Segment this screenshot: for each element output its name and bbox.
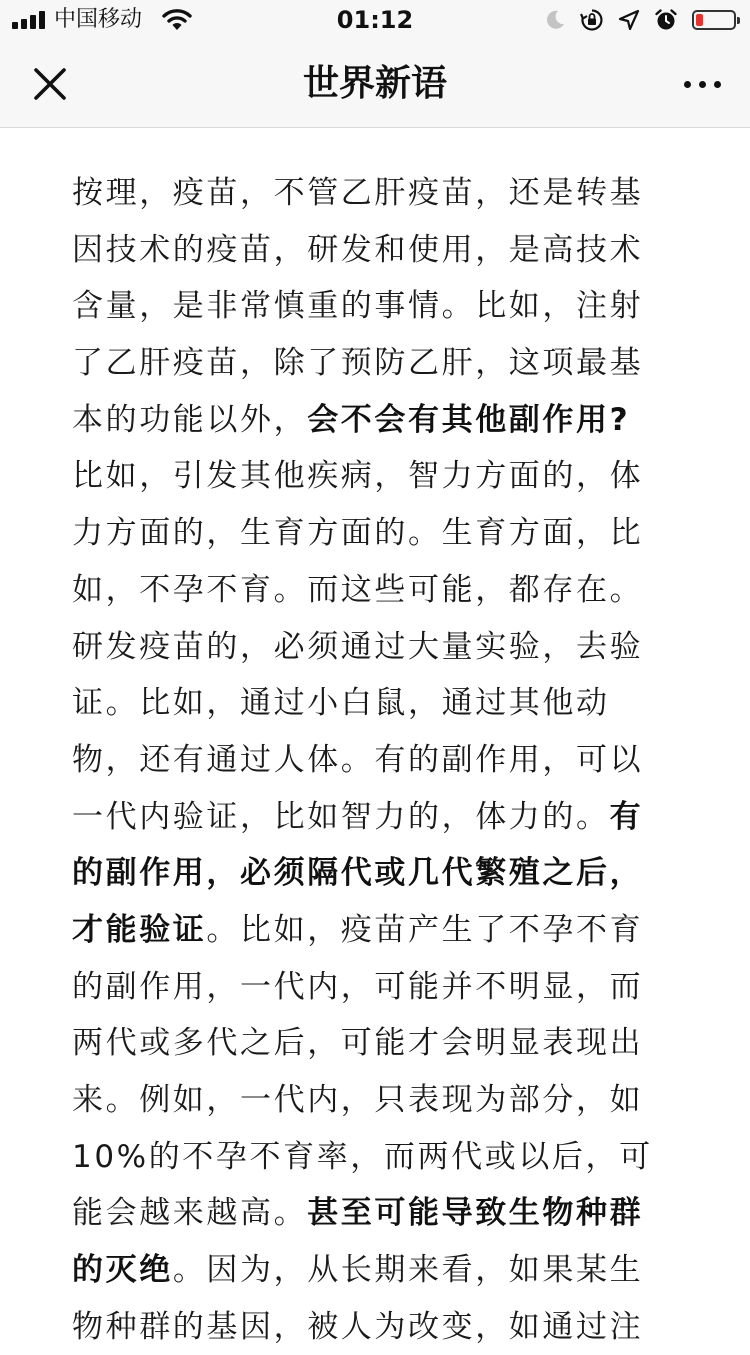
article-line — [72, 505, 664, 562]
text-run: 比如，引发其他疾病，智力方面的，体 — [72, 458, 644, 495]
article-line — [72, 1242, 664, 1299]
status-bar — [0, 0, 750, 40]
text-run: 一代内验证，比如智力的，体力的。 — [72, 798, 610, 835]
status-icons — [544, 8, 736, 32]
article-line — [72, 1072, 664, 1129]
location-icon — [618, 9, 640, 31]
moon-icon — [544, 9, 566, 31]
text-run: 因技术的疫苗，研发和使用，是高技术 — [72, 231, 644, 268]
article-line — [72, 222, 664, 279]
article-line — [72, 1185, 664, 1242]
battery-icon — [692, 10, 736, 30]
article-line — [72, 392, 664, 449]
text-run: 研发疫苗的，必须通过大量实验，去验 — [72, 628, 644, 665]
text-run: 10%的不孕不育率，而两代或以后，可 — [72, 1138, 653, 1175]
text-run: 含量，是非常慎重的事情。比如，注射 — [72, 288, 644, 325]
text-run: 。比如，疫苗产生了不孕不育 — [206, 911, 644, 948]
nav-bar — [0, 40, 750, 128]
alarm-icon — [654, 8, 678, 32]
article-body — [72, 165, 664, 1355]
article-line — [72, 675, 664, 732]
article-line — [72, 562, 664, 619]
article-line — [72, 1299, 664, 1355]
orientation-lock-icon — [580, 8, 604, 32]
more-button[interactable] — [672, 56, 732, 112]
article-line — [72, 1015, 664, 1072]
text-run: 本的功能以外， — [72, 401, 308, 438]
status-time: 01:12 — [336, 6, 414, 34]
more-icon — [684, 81, 691, 88]
article-line — [72, 335, 664, 392]
article-line — [72, 845, 664, 902]
text-run: 如，不孕不育。而这些可能，都存在。 — [72, 571, 644, 608]
text-run: 两代或多代之后，可能才会明显表现出 — [72, 1025, 644, 1062]
text-run: 物种群的基因，被人为改变，如通过注 — [72, 1308, 644, 1345]
article-line — [72, 902, 664, 959]
bold-text: 有 — [609, 798, 644, 835]
article-line — [72, 448, 664, 505]
text-run: 证。比如，通过小白鼠，通过其他动 — [72, 685, 610, 722]
article-line — [72, 278, 664, 335]
text-run: 。因为，从长期来看，如果某生 — [172, 1252, 644, 1289]
bold-text: 的灭绝 — [72, 1252, 173, 1289]
bold-text: 才能验证 — [72, 911, 207, 948]
bold-text: 甚至可能导致生物种群 — [307, 1195, 644, 1232]
text-run: 力方面的，生育方面的。生育方面，比 — [72, 515, 644, 552]
bold-text: 的副作用，必须隔代或几代繁殖之后， — [72, 855, 644, 892]
text-run: 按理，疫苗，不管乙肝疫苗，还是转基 — [72, 175, 644, 211]
bold-text: 会不会有其他副作用? — [307, 401, 631, 438]
page-title: 世界新语 — [302, 63, 447, 104]
battery-level — [696, 14, 703, 26]
close-icon — [33, 67, 67, 101]
text-run: 能会越来越高。 — [72, 1195, 308, 1232]
close-button[interactable] — [22, 56, 78, 112]
text-run: 的副作用，一代内，可能并不明显，而 — [72, 968, 644, 1005]
article-line — [72, 959, 664, 1016]
article-line — [72, 1129, 664, 1186]
text-run: 了乙肝疫苗，除了预防乙肝，这项最基 — [72, 345, 644, 382]
article-line — [72, 789, 664, 846]
article-line — [72, 165, 664, 222]
text-run: 来。例如，一代内，只表现为部分，如 — [72, 1082, 644, 1118]
article-line — [72, 619, 664, 676]
carrier-name: 中国移动 — [54, 7, 143, 32]
article-line — [72, 732, 664, 789]
text-run: 物，还有通过人体。有的副作用，可以 — [72, 741, 644, 778]
